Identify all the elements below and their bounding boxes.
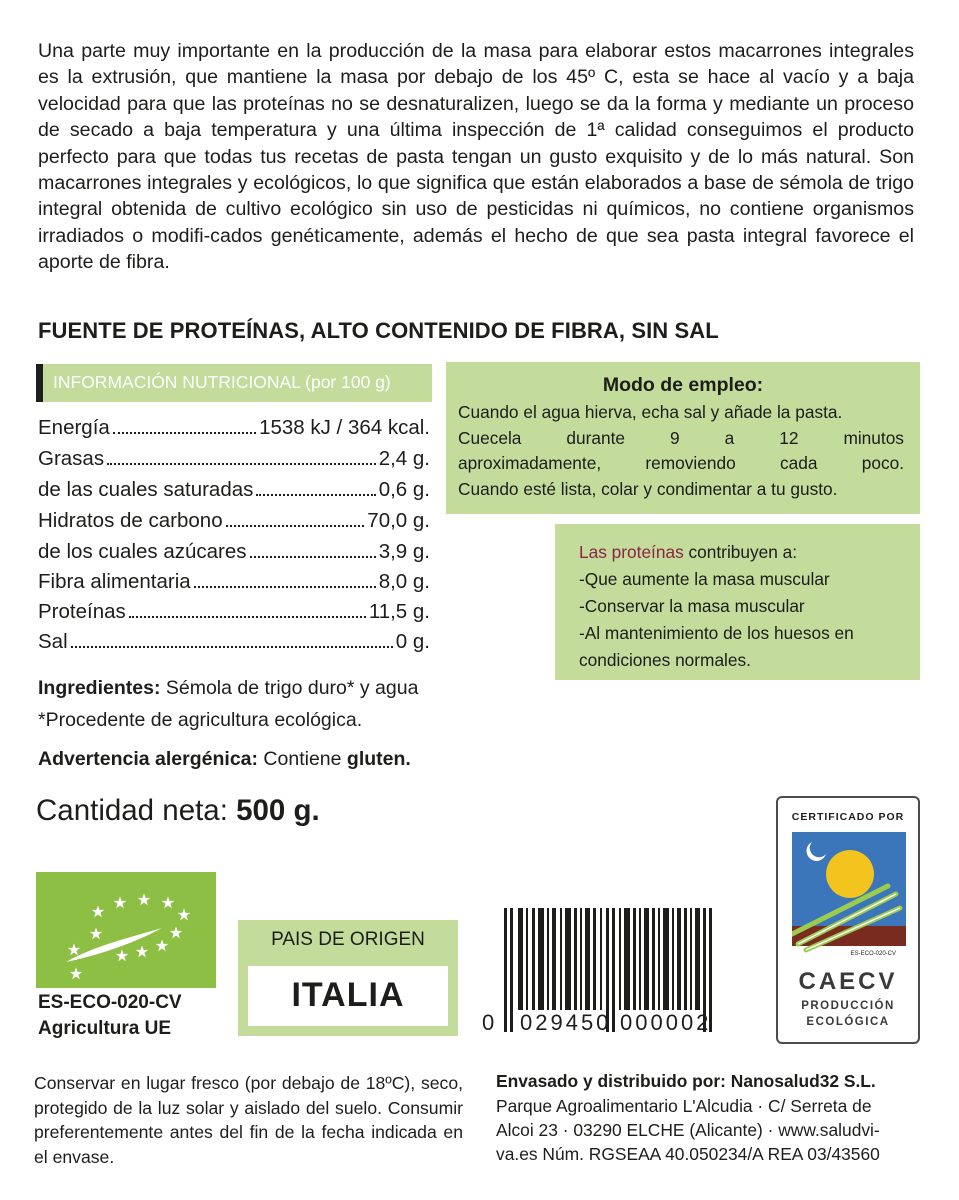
leader-dots xyxy=(256,494,375,496)
nutrition-row-carbs xyxy=(38,505,430,533)
nutrition-header-label: INFORMACIÓN NUTRICIONAL (por 100 g) xyxy=(53,372,391,392)
nutrition-label: Proteínas xyxy=(38,600,126,623)
protein-claim-item: -Al mantenimiento de los huesos en xyxy=(579,623,854,643)
nutrition-header-bar xyxy=(36,364,43,402)
nutrition-value: 70,0 g. xyxy=(367,509,430,532)
usage-word: poco. xyxy=(861,453,904,473)
ingredients xyxy=(38,677,418,700)
eco-control-code: ES-ECO-020-CV xyxy=(38,992,182,1013)
allergen-name: gluten. xyxy=(346,748,411,770)
allergen-warning xyxy=(38,748,411,771)
allergen-label: Advertencia alergénica: xyxy=(38,748,259,770)
distributor-title: Envasado y distribuido por: Nanosalud32 S.L. xyxy=(496,1071,876,1091)
net-quantity xyxy=(36,794,320,828)
leader-dots xyxy=(113,432,256,434)
protein-intro-rest: contribuyen a: xyxy=(683,542,798,562)
nutrition-label: de las cuales saturadas xyxy=(38,478,254,501)
protein-highlight: Las proteínas xyxy=(579,542,684,562)
eco-origin: Agricultura UE xyxy=(38,1018,172,1039)
product-description: Una parte muy importante en la producción de la masa para elaborar estos macarrones integrales es la extrusión, que mantiene la masa por debajo de los 45º C, esta se hace al vacío y a baja velocidad para que las proteínas no se desnaturalizen, luego se da la forma y mediante un proceso de secado a baja temperatura y una última inspección de 1ª calidad conseguimos el producto perfecto para que todas tus recetas de pasta tengan un gusto exquisito y de lo más natural. Son macarrones integrales y ecológicos, lo que significa que están elaborados a base de sémola de trigo integral obtenida de cultivo ecológico sin uso de pesticidas ni químicos, no contiene organismos irradiados o modifi-cados genéticamente, además el hecho de que sea pasta integral favorece el aporte de fibra. xyxy=(38,40,914,274)
ingredients-text: Sémola de trigo duro* y agua xyxy=(160,677,419,699)
usage-title: Modo de empleo: xyxy=(602,374,764,396)
caecv-ecological: ECOLÓGICA xyxy=(806,1016,890,1028)
leader-dots xyxy=(250,556,376,558)
leader-dots xyxy=(107,463,376,465)
nutrition-value: 8,0 g. xyxy=(378,570,430,593)
usage-line: Cuando esté lista, colar y condimentar a tu gusto. xyxy=(458,479,838,499)
net-quantity-value: 500 g. xyxy=(236,794,320,827)
nutrition-label: Sal xyxy=(38,630,68,653)
nutrition-value: 0,6 g. xyxy=(378,478,430,501)
ingredients-label: Ingredientes: xyxy=(38,677,161,699)
distributor-line: Parque Agroalimentario L'Alcudia · C/ Serreta de xyxy=(496,1096,872,1116)
storage-instructions: Conservar en lugar fresco (por debajo de 18ºC), seco, protegido de la luz solar y aislado del suelo. Consumir preferentemente antes del fin de la fecha indicada en el envase. xyxy=(34,1073,463,1167)
nutrition-row-energy xyxy=(38,412,430,440)
country-of-origin-box xyxy=(238,920,458,1036)
usage-word: 12 xyxy=(779,428,799,448)
nutrition-value: 3,9 g. xyxy=(378,540,430,563)
nutrition-row-fat xyxy=(38,443,430,471)
leader-dots xyxy=(226,525,365,527)
nutrition-value: 1538 kJ / 364 kcal. xyxy=(259,416,430,439)
caecv-certification-logo xyxy=(776,796,920,1044)
nutrition-row-salt xyxy=(38,626,430,654)
usage-panel xyxy=(446,362,920,514)
nutrition-row-fiber xyxy=(38,566,430,594)
protein-claim-item: -Que aumente la masa muscular xyxy=(579,569,830,589)
nutrition-value: 2,4 g. xyxy=(378,447,430,470)
usage-line xyxy=(458,428,904,449)
caecv-logo-code: ES-ECO-020-CV xyxy=(850,951,896,957)
nutrition-label: de los cuales azúcares xyxy=(38,540,247,563)
barcode-digits-right: 000002 xyxy=(620,1010,712,1035)
nutrition-label: Energía xyxy=(38,416,110,439)
usage-line: Cuando el agua hierva, echa sal y añade la pasta. xyxy=(458,402,843,422)
usage-word: aproximadamente, xyxy=(458,453,602,473)
distributor-line: Alcoi 23 · 03290 ELCHE (Alicante) · www.saludvi- xyxy=(496,1120,880,1140)
origin-label: PAIS DE ORIGEN xyxy=(271,929,425,950)
protein-claim-item: -Conservar la masa muscular xyxy=(579,596,805,616)
origin-value-box xyxy=(248,966,448,1026)
nutrition-label: Grasas xyxy=(38,447,105,470)
barcode-digit-first: 0 xyxy=(482,1010,495,1035)
caecv-certified-by: CERTIFICADO POR xyxy=(791,811,905,823)
usage-word: minutos xyxy=(843,428,904,448)
barcode xyxy=(480,906,740,1042)
protein-claims-intro xyxy=(579,542,797,563)
usage-word: cada xyxy=(779,453,818,473)
protein-claim-item: condiciones normales. xyxy=(579,650,751,670)
eu-organic-leaf-logo xyxy=(36,872,216,988)
nutrition-value: 11,5 g. xyxy=(368,600,430,623)
usage-word: Cuecela xyxy=(458,428,522,448)
caecv-landscape-icon xyxy=(792,832,906,958)
usage-line xyxy=(458,453,904,474)
allergen-text: Contiene xyxy=(258,748,347,770)
protein-claims-panel xyxy=(555,524,920,680)
caecv-name: CAECV xyxy=(798,968,898,995)
claims-headline: FUENTE DE PROTEÍNAS, ALTO CONTENIDO DE FIBRA, SIN SAL xyxy=(38,318,719,343)
usage-word: durante xyxy=(566,428,626,448)
net-quantity-label: Cantidad neta: xyxy=(36,794,237,827)
ingredients-note: *Procedente de agricultura ecológica. xyxy=(38,709,363,731)
leader-dots xyxy=(71,646,393,648)
nutrition-label: Fibra alimentaria xyxy=(38,570,191,593)
nutrition-row-sugars xyxy=(38,536,430,564)
nutrition-header xyxy=(36,364,432,402)
leader-dots xyxy=(194,586,376,588)
leader-dots xyxy=(129,616,366,618)
distributor-line: va.es Núm. RGSEAA 40.050234/A REA 03/43560 xyxy=(496,1144,880,1164)
usage-word: removiendo xyxy=(645,453,736,473)
caecv-production: PRODUCCIÓN xyxy=(801,1000,895,1012)
nutrition-label: Hidratos de carbono xyxy=(38,509,223,532)
nutrition-value: 0 g. xyxy=(395,630,430,653)
usage-word: a xyxy=(724,428,735,448)
origin-country: ITALIA xyxy=(291,976,405,1014)
usage-word: 9 xyxy=(670,428,680,448)
nutrition-row-protein xyxy=(38,596,430,624)
nutrition-row-saturated xyxy=(38,474,430,502)
eu-leaf-stars-icon xyxy=(36,872,216,988)
barcode-digits-left: 029450 xyxy=(520,1010,612,1035)
